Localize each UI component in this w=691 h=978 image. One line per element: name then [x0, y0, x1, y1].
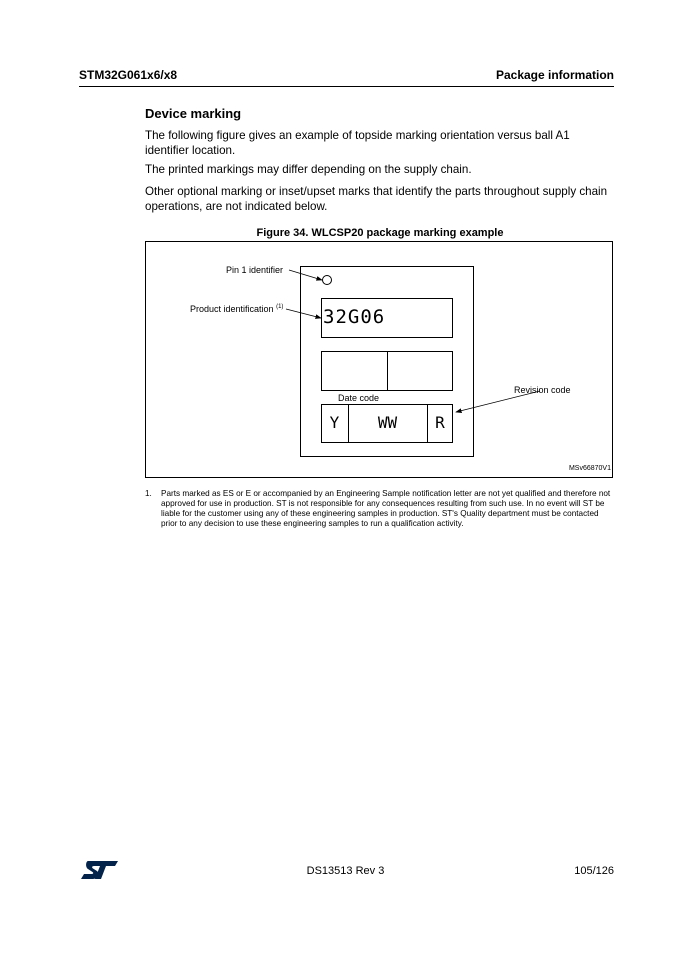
week-code-value: WW	[377, 413, 398, 432]
footer-page-number: 105/126	[574, 865, 614, 877]
product-leader	[286, 309, 321, 318]
product-id-value: 32G06	[323, 306, 386, 328]
figure-caption: Figure 34. WLCSP20 package marking example	[256, 227, 504, 239]
footnote-number: 1.	[145, 489, 152, 498]
header-product-name: STM32G061x6/x8	[79, 68, 178, 82]
label-date-code: Date code	[338, 393, 380, 403]
label-product-text: Product identification	[190, 304, 274, 314]
label-product-note: (1)	[276, 304, 284, 310]
footnote-text: Parts marked as ES or E or accompanied by an Engineering Sample notification letter are not yet qualified and therefore not approved for use in production. ST is not responsible for any consequences resulting from such use. In no event will ST be liable for the customer using any of these engineering samples in production. ST's Quality department must be contacted prior to any decision to use these engineering samples to run a qualification activity.	[161, 489, 611, 528]
year-code-value: Y	[329, 413, 340, 432]
paragraph-intro: The following figure gives an example of topside marking orientation versus ball A1 identifier location.	[145, 129, 570, 157]
paragraph-supply-chain: The printed markings may differ depending on the supply chain.	[145, 163, 472, 176]
section-title: Device marking	[145, 106, 242, 121]
label-revision-code: Revision code	[514, 385, 571, 395]
footer-document-id: DS13513 Rev 3	[306, 865, 385, 877]
header-section-name: Package information	[495, 68, 614, 82]
label-pin1-identifier: Pin 1 identifier	[226, 265, 284, 275]
revision-code-value: R	[435, 413, 445, 432]
figure-reference-id: MSv66870V1	[568, 465, 611, 472]
pin1-leader	[289, 270, 322, 280]
paragraph-optional-marks: Other optional marking or inset/upset marks that identify the parts throughout supply chain operations, are not indicated below.	[145, 185, 608, 213]
revision-leader	[456, 391, 540, 412]
